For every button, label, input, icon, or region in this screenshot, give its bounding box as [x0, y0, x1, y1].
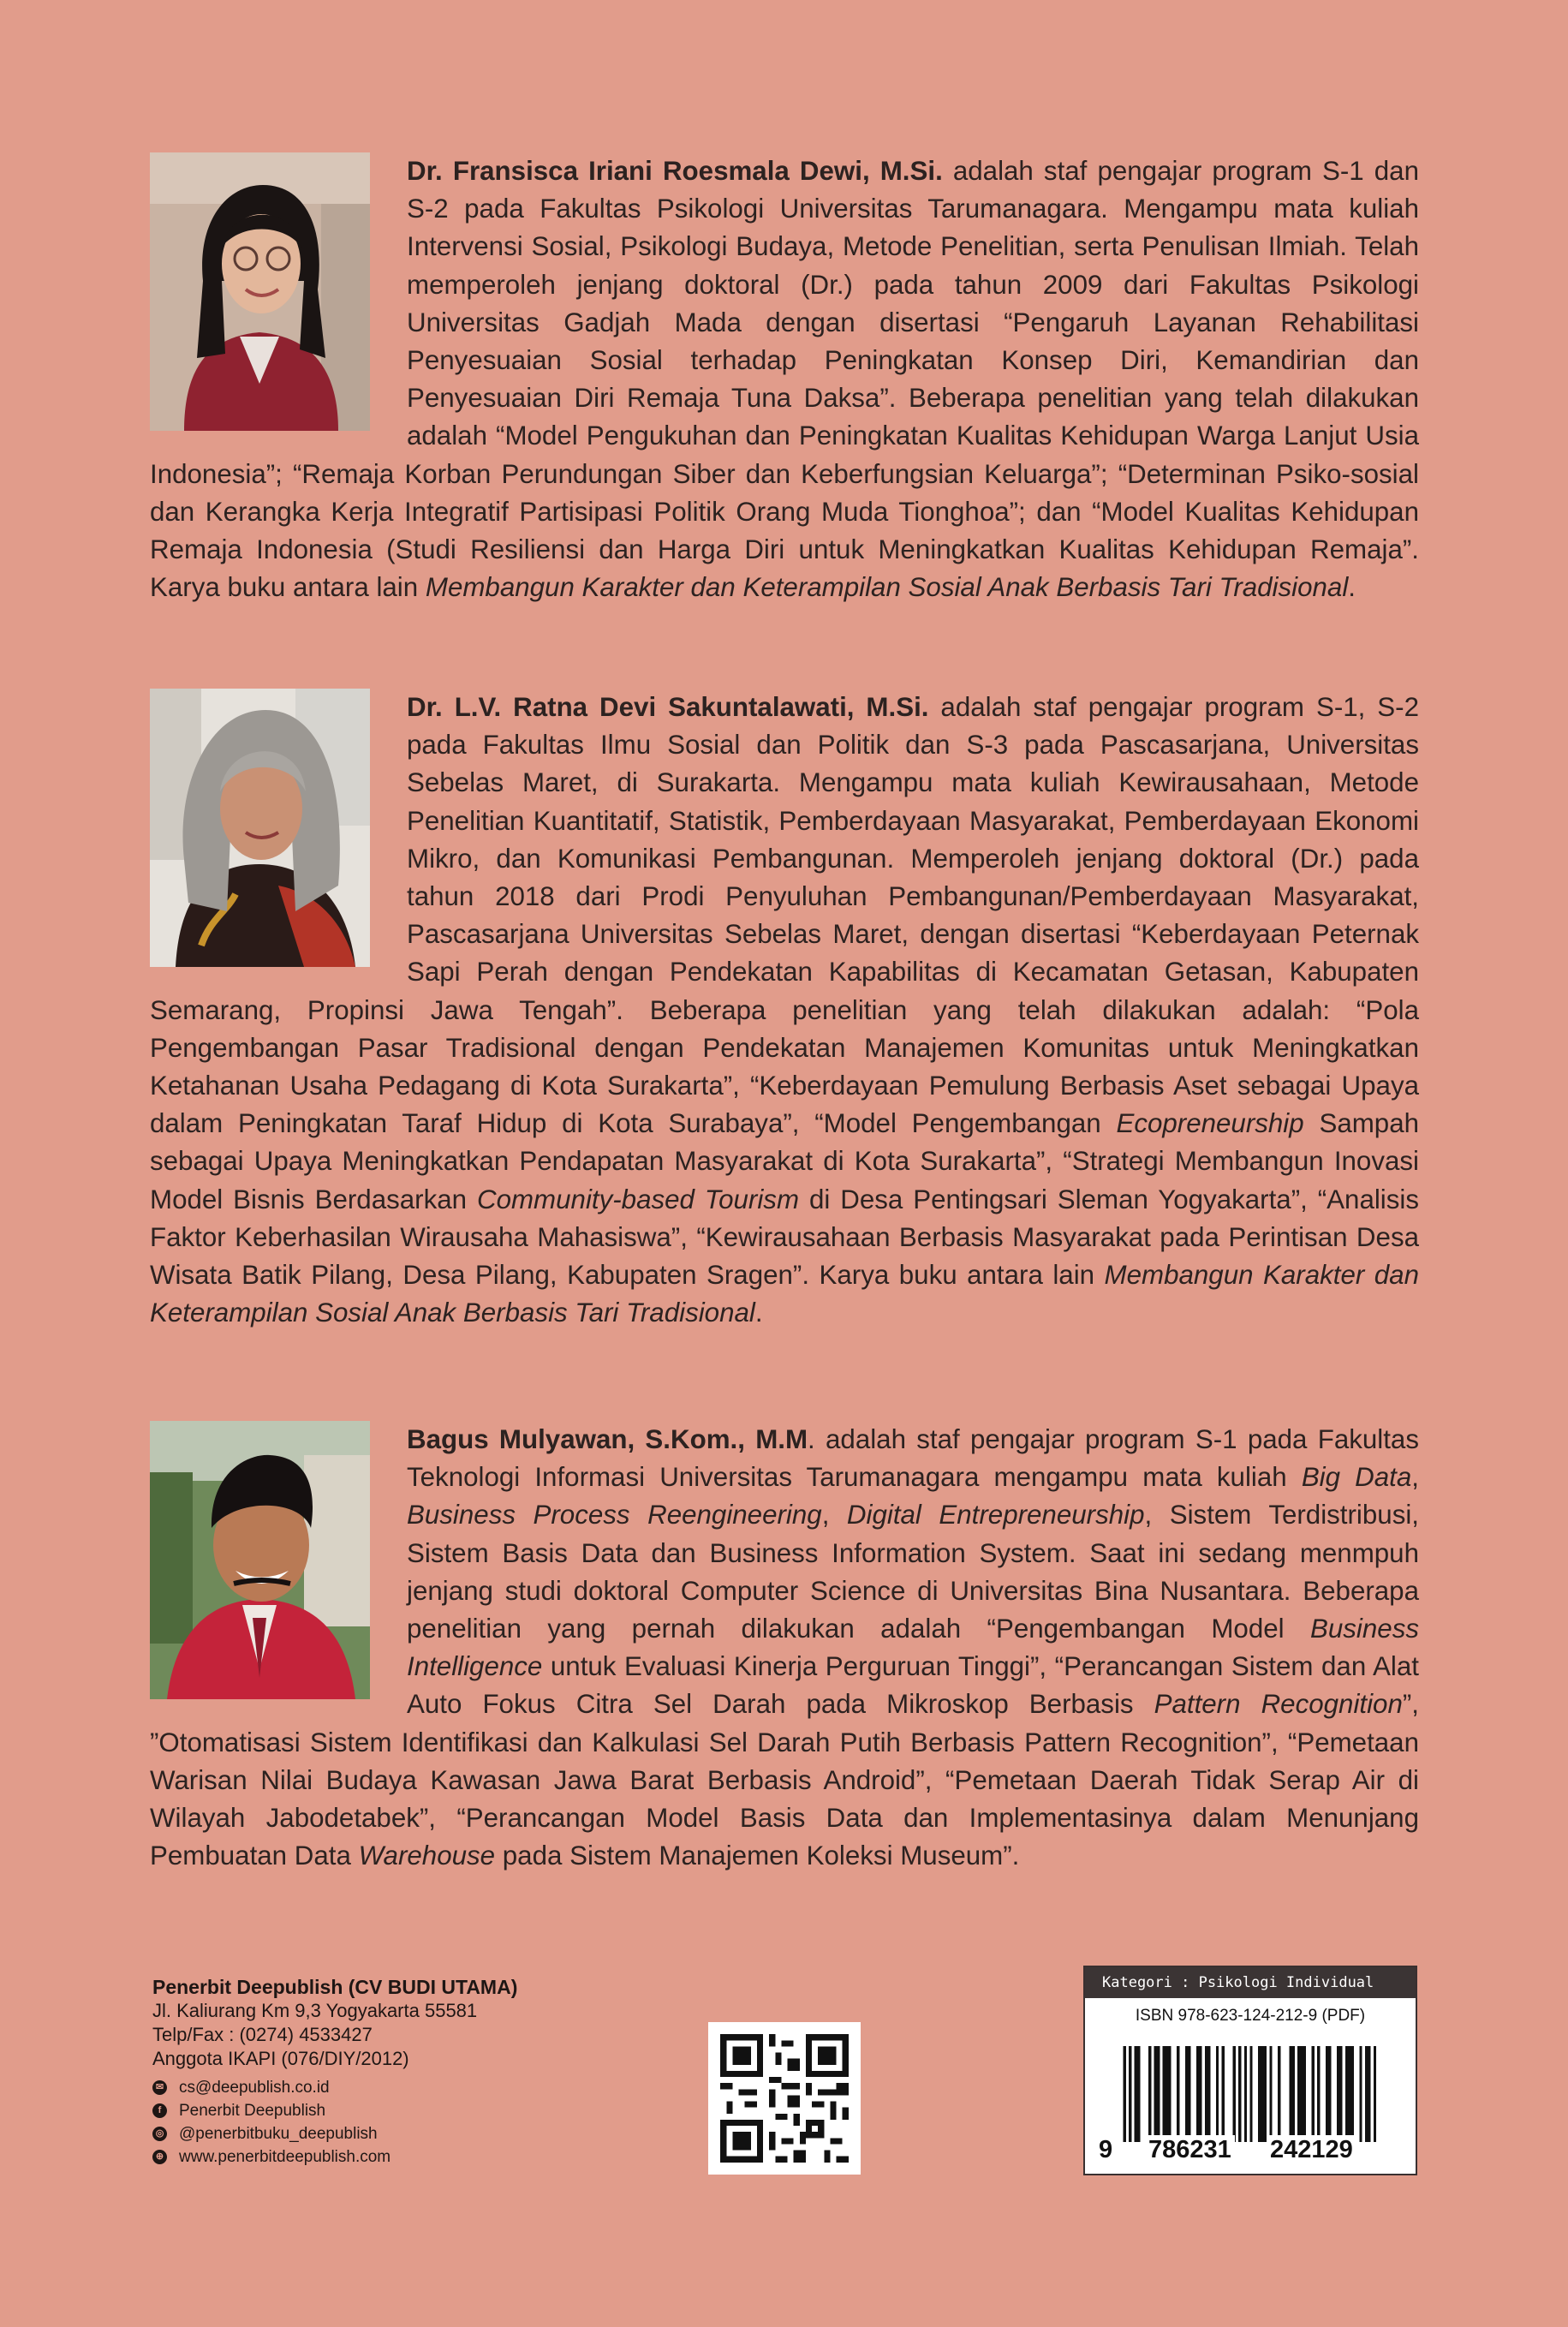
barcode-bar: [1154, 2046, 1157, 2142]
bio-text: ”, ”Otomatisasi Sistem Identifikasi dan Kalkulasi Sel Darah Putih Berbasis Pattern Recognition”, “Pemetaan Warisan Nilai Budaya Kawasan Jawa Barat Berbasis Android”, “Pemetaan Daerah Tidak Serap Air di Wilayah Jabodetabek”, “Perancangan Model Basis Data dan Implementasinya dalam Menunjang Pembuatan Data: [150, 1689, 1419, 1871]
barcode-digit-first: 9: [1095, 2135, 1116, 2164]
publisher-address: Jl. Kaliurang Km 9,3 Yogyakarta 55581: [152, 2000, 478, 2021]
barcode: [1118, 2046, 1385, 2142]
barcode-bar: [1185, 2046, 1188, 2142]
barcode-digits-right: 242129: [1267, 2135, 1356, 2164]
barcode-bar: [1244, 2046, 1247, 2142]
barcode-bar: [1300, 2046, 1303, 2142]
barcode-bar: [1374, 2046, 1376, 2142]
author-name-2: Dr. L.V. Ratna Devi Sakuntalawati, M.Si.: [407, 692, 929, 722]
barcode-bar: [1292, 2046, 1295, 2142]
italic-term: Big Data: [1301, 1462, 1412, 1493]
contact-email: [152, 2076, 517, 2099]
barcode-bar: [1365, 2046, 1368, 2142]
publisher-phone: Telp/Fax : (0274) 4533427: [152, 2024, 373, 2045]
bio-text: .: [754, 1298, 763, 1328]
isbn-barcode-box: [1083, 1966, 1417, 2175]
barcode-bar: [1326, 2046, 1328, 2142]
barcode-bar: [1199, 2046, 1201, 2142]
barcode-bar: [1337, 2046, 1339, 2142]
author-bio-2: [150, 689, 1419, 1332]
author-name-3: Bagus Mulyawan, S.Kom., M.M: [407, 1424, 808, 1454]
bio-text: adalah staf pengajar program S-1, S-2 pada Fakultas Ilmu Sosial dan Politik dan S-3 pada Pascasarjana, Universitas Sebelas Maret, di Surakarta. Mengampu mata kuliah Kewirausahaan, Metode Penelitian Kuantitatif, Statistik, Pemberdayaan Masyarakat, Pemberdayaan Ekonomi Mikro, dan Komunikasi Pembangunan. Memperoleh jenjang doktoral (Dr.) pada tahun 2018 dari Prodi Penyuluhan Pembangunan/Pemberdayaan Masyarakat, Pascasarjana Universitas Sebelas Maret, dengan disertasi “Keberdayaan Peternak Sapi Perah dengan Pendekatan Kapabilitas di Kecamatan Getasan, Kabupaten Semarang, Propinsi Jawa Tengah”. Beberapa penelitian yang telah dilakukan adalah: “Pola Pengembangan Pasar Tradisional dengan Pendekatan Manajemen Komunitas untuk Meningkatkan Ketahanan Usaha Pedagang di Kota Surakarta”, “Keberdayaan Pemulung Berbasis Aset sebagai Upaya dalam Peningkatan Taraf Hidup di Kota Surabaya”, “Model Pengembangan: [150, 692, 1419, 1139]
barcode-bar: [1345, 2046, 1348, 2142]
publisher-name: Penerbit Deepublish (CV BUDI UTAMA): [152, 1976, 518, 1998]
barcode-bar: [1261, 2046, 1263, 2142]
barcode-bar: [1258, 2046, 1261, 2142]
bio-text: adalah staf pengajar program S-1 dan S-2 pada Fakultas Psikologi Universitas Tarumanagara. Mengampu mata kuliah Intervensi Sosial, Psikologi Budaya, Metode Penelitian, serta Penulisan Ilmiah. Telah memperoleh jenjang doktoral (Dr.) pada tahun 2009 dari Fakultas Psikologi Universitas Gadjah Mada dengan disertasi “Pengaruh Layanan Rehabilitasi Penyesuaian Sosial terhadap Peningkatan Konsep Diri, Kemandirian dan Penyesuaian Diri Remaja Tuna Daksa”. Beberapa penelitian yang telah dilakukan adalah “Model Pengukuhan dan Peningkatan Kualitas Kehidupan Warga Lanjut Usia Indonesia”; “Remaja Korban Perundungan Siber dan Keberfungsian Keluarga”; “Determinan Psiko-sosial dan Kerangka Kerja Integratif Partisipasi Politik Orang Muda Tionghoa”; dan “Model Kualitas Kehidupan Remaja Indonesia (Studi Resiliensi dan Harga Diri untuk Meningkatkan Kualitas Kehidupan Remaja”. Karya buku antara lain: [150, 156, 1419, 603]
barcode-bar: [1135, 2046, 1137, 2142]
globe-icon: ⊕: [152, 2150, 167, 2164]
barcode-bar: [1303, 2046, 1306, 2142]
contact-website: [152, 2145, 517, 2169]
bio-text: Sampah sebagai Upaya Meningkatkan Pendapatan Masyarakat di Kota Surakarta”, “Strategi Membangun Inovasi Model Bisnis Berdasarkan: [150, 1108, 1420, 1214]
book-title: Membangun Karakter dan Keterampilan Sosial Anak Berbasis Tari Tradisional: [150, 1260, 1419, 1328]
italic-term: Community-based Tourism: [476, 1184, 800, 1214]
barcode-bar: [1348, 2046, 1350, 2142]
category-label: Kategori : Psikologi Individual: [1085, 1967, 1416, 1998]
barcode-bar: [1238, 2046, 1241, 2142]
barcode-bar: [1339, 2046, 1342, 2142]
barcode-bar: [1351, 2046, 1354, 2142]
barcode-bar: [1166, 2046, 1168, 2142]
bio-text: ,: [821, 1500, 847, 1530]
author-photo-1: [150, 152, 370, 431]
contact-text: www.penerbitdeepublish.com: [179, 2148, 391, 2166]
barcode-bar: [1137, 2046, 1140, 2142]
contact-text: Penerbit Deepublish: [179, 2102, 326, 2120]
barcode-bar: [1207, 2046, 1210, 2142]
publisher-info: [152, 1975, 517, 2169]
bio-text: untuk Evaluasi Kinerja Perguruan Tinggi”, “Perancangan Sistem dan Alat Auto Fokus Citra Sel Darah pada Mikroskop Berbasis: [407, 1651, 1419, 1720]
barcode-bar: [1278, 2046, 1280, 2142]
book-title: Membangun Karakter dan Keterampilan Sosial Anak Berbasis Tari Tradisional: [425, 572, 1349, 603]
contact-text: cs@deepublish.co.id: [179, 2079, 330, 2097]
barcode-bar: [1249, 2046, 1252, 2142]
author-bio-3: [150, 1421, 1419, 1875]
barcode-bar: [1124, 2046, 1126, 2142]
barcode-bar: [1289, 2046, 1291, 2142]
barcode-bar: [1216, 2046, 1219, 2142]
isbn-number: ISBN 978-623-124-212-9 (PDF): [1135, 2007, 1366, 2025]
email-icon: ✉: [152, 2080, 167, 2095]
bio-text: . adalah staf pengajar program S-1 pada Fakultas Teknologi Informasi Universitas Tarumanagara mengampu mata kuliah: [407, 1424, 1419, 1493]
bio-text: , Sistem Terdistribusi, Sistem Basis Data dan Business Information System. Saat ini sedang menmpuh jenjang studi doktoral Computer Science di Universitas Bina Nusantara. Beberapa penelitian yang pernah dilakukan adalah “Pengembangan Model: [407, 1500, 1419, 1644]
barcode-bar: [1177, 2046, 1179, 2142]
barcode-bar: [1168, 2046, 1171, 2142]
author-photo-2: [150, 689, 370, 967]
italic-term: Ecopreneurship: [1116, 1108, 1304, 1139]
barcode-bar: [1163, 2046, 1166, 2142]
author-photo-3: [150, 1421, 370, 1699]
barcode-digits-left: 786231: [1145, 2135, 1235, 2164]
italic-term: Digital Entrepreneurship: [846, 1500, 1145, 1530]
qr-code: [708, 2022, 861, 2175]
barcode-bar: [1233, 2046, 1236, 2142]
bio-text: pada Sistem Manajemen Koleksi Museum”.: [495, 1841, 1020, 1871]
barcode-bar: [1157, 2046, 1160, 2142]
italic-term: Business Process Reengineering: [407, 1500, 822, 1530]
contact-facebook: [152, 2099, 517, 2122]
publisher-member: Anggota IKAPI (076/DIY/2012): [152, 2048, 409, 2069]
barcode-bar: [1297, 2046, 1300, 2142]
barcode-bar: [1188, 2046, 1190, 2142]
barcode-bar: [1205, 2046, 1207, 2142]
barcode-bar: [1317, 2046, 1320, 2142]
contact-text: @penerbitbuku_deepublish: [179, 2125, 378, 2143]
contact-instagram: [152, 2122, 517, 2145]
barcode-bar: [1222, 2046, 1225, 2142]
facebook-icon: f: [152, 2103, 167, 2118]
italic-term: Business Intelligence: [407, 1614, 1419, 1682]
bio-text: .: [1348, 572, 1356, 603]
barcode-bar: [1368, 2046, 1370, 2142]
barcode-bar: [1328, 2046, 1331, 2142]
instagram-icon: ◎: [152, 2127, 167, 2141]
author-bio-1: [150, 152, 1419, 606]
author-name-1: Dr. Fransisca Iriani Roesmala Dewi, M.Si.: [407, 156, 943, 186]
barcode-bar: [1312, 2046, 1315, 2142]
barcode-bar: [1264, 2046, 1267, 2142]
italic-term: Pattern Recognition: [1154, 1689, 1403, 1720]
barcode-bar: [1148, 2046, 1151, 2142]
barcode-bar: [1359, 2046, 1362, 2142]
barcode-bar: [1196, 2046, 1199, 2142]
barcode-bar: [1129, 2046, 1131, 2142]
barcode-bar: [1269, 2046, 1272, 2142]
italic-term: Warehouse: [358, 1841, 496, 1871]
publisher-contacts: [152, 2076, 517, 2169]
bio-text: ,: [1411, 1462, 1419, 1493]
bio-text: di Desa Pentingsari Sleman Yogyakarta”, “Analisis Faktor Keberhasilan Wirausaha Mahasiswa”, “Kewirausahaan Berbasis Masyarakat pada Perintisan Desa Wisata Batik Pilang, Desa Pilang, Kabupaten Sragen”. Karya buku antara lain: [150, 1184, 1420, 1291]
